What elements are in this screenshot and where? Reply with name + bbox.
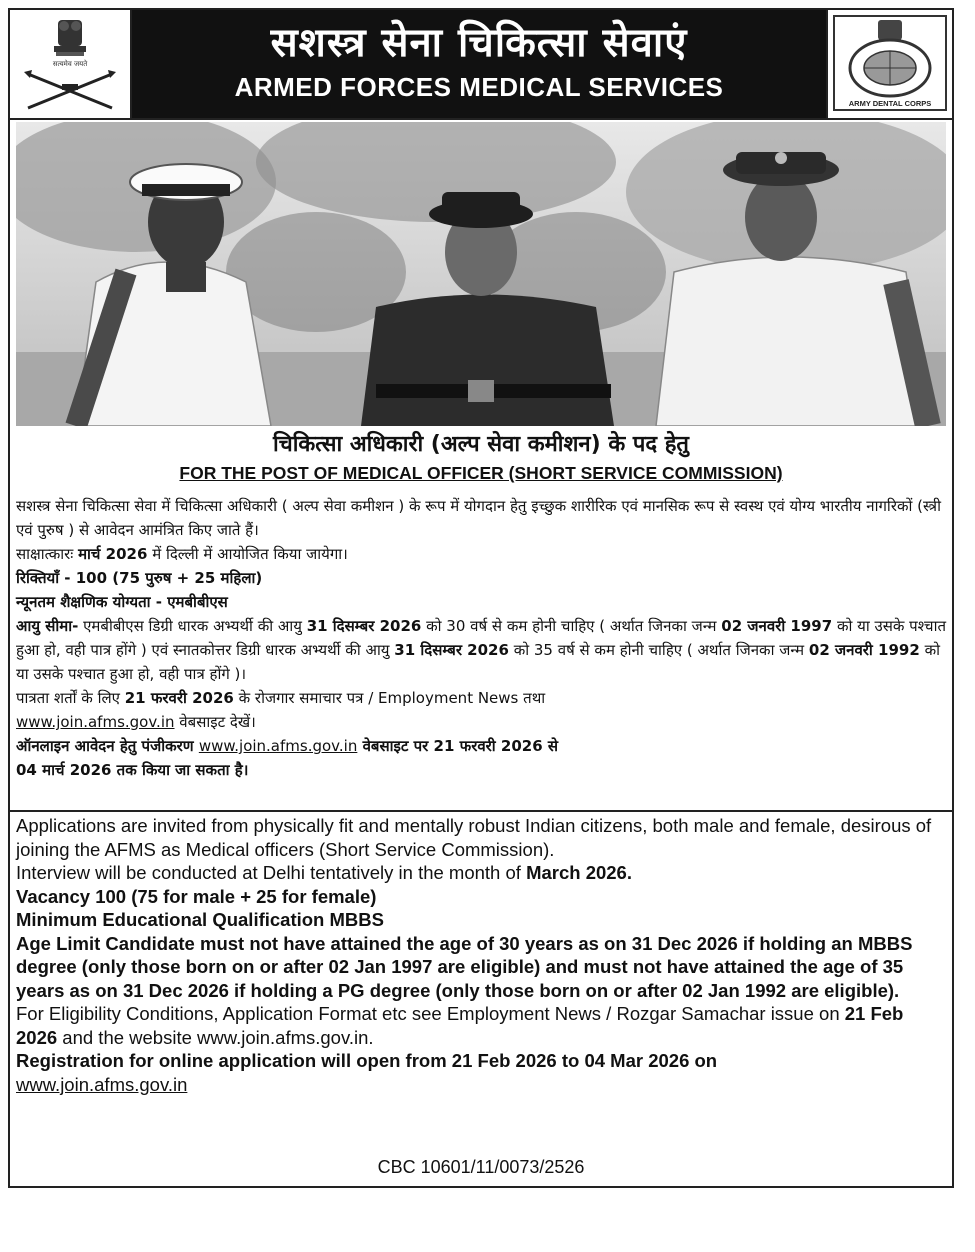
english-qualification: Minimum Educational Qualification MBBS	[16, 909, 384, 930]
hindi-intro: सशस्त्र सेना चिकित्सा सेवा में चिकित्सा अधिकारी ( अल्प सेवा कमीशन ) के रूप में योगदान हेतु इच्छुक शारीरिक एवं मानसिक रूप से स्वस्थ एवं योग्य भारतीय नागरिकों (स्त्री एवं पुरुष ) से आवेदन आमंत्रित किए जाते हैं।	[16, 497, 941, 539]
hindi-vacancy: रिक्तियाँ - 100 (75 पुरुष + 25 महिला)	[16, 569, 263, 587]
english-intro: Applications are invited from physically fit and mentally robust Indian citizens, both male and female, desirous of joining the AFMS as Medical officers (Short Service Commission).	[16, 815, 932, 860]
crest-icon	[878, 20, 902, 40]
english-vacancy: Vacancy 100 (75 for male + 25 for female)	[16, 885, 377, 907]
advertisement	[8, 8, 954, 1188]
national-emblem	[10, 10, 132, 118]
post-heading-hindi: चिकित्सा अधिकारी (अल्प सेवा कमीशन) के पद हेतु	[273, 432, 689, 457]
emblem-crossed-swords-icon	[10, 10, 130, 116]
section-divider	[10, 810, 952, 812]
cbc-code: CBC 10601/11/0073/2526	[377, 1157, 585, 1177]
registration-link-hindi[interactable]: www.join.afms.gov.in	[198, 737, 358, 755]
title-english: ARMED FORCES MEDICAL SERVICES	[234, 72, 724, 102]
hindi-qualification: न्यूनतम शैक्षणिक योग्यता - एमबीबीएस	[16, 593, 228, 611]
hindi-age-limit: आयु सीमा- एमबीबीएस डिग्री धारक अभ्यर्थी की आयु 31 दिसम्बर 2026 को 30 वर्ष से कम होनी चाहिए ( अर्थात जिनका जन्म 02 जनवरी 1997 को या उसके पश्चात हुआ हो, वही पात्र होंगे ) एवं स्नातकोत्तर डिग्री धारक अभ्यर्थी की आयु 31 दिसम्बर 2026 को 35 वर्ष से कम होनी चाहिए ( अर्थात जिनका जन्म 02 जनवरी 1992 को या उसके पश्चात हुआ हो, वही पात्र होंगे )।	[16, 617, 946, 683]
emblem-caption: सत्यमेव जयते	[52, 60, 88, 68]
registration-link[interactable]: www.join.afms.gov.in	[16, 1073, 188, 1095]
header-divider	[10, 118, 952, 120]
english-age-limit: Age Limit Candidate must not have attained the age of 30 years as on 31 Dec 2026 if holding an MBBS degree (only those born on or after 02 Jan 1997 are eligible) and must not have attained the age of 35 years as on 31 Dec 2026 if holding a PG degree (only those born on or after 02 Jan 1992 are eligible).	[16, 932, 913, 1001]
hindi-registration: ऑनलाइन आवेदन हेतु पंजीकरण www.join.afms.gov.in वेबसाइट पर 21 फरवरी 2026 से	[16, 737, 559, 755]
hindi-registration-end: 04 मार्च 2026 तक किया जा सकता है।	[16, 761, 249, 779]
hindi-section	[16, 494, 948, 782]
website-link[interactable]: www.join.afms.gov.in	[16, 713, 175, 731]
badge-caption: ARMY DENTAL CORPS	[848, 99, 932, 108]
officers-photo	[16, 122, 946, 426]
header	[10, 10, 952, 118]
title-hindi: सशस्त्र सेना चिकित्सा सेवाएं	[270, 20, 688, 66]
hindi-interview: साक्षात्कारः मार्च 2026 में दिल्ली में आयोजित किया जायेगा।	[16, 545, 348, 563]
english-registration-url	[16, 1073, 948, 1097]
english-interview: Interview will be conducted at Delhi tentatively in the month of March 2026.	[16, 862, 632, 883]
title-banner	[132, 10, 826, 118]
english-registration: Registration for online application will open from 21 Feb 2026 to 04 Mar 2026 on	[16, 1050, 718, 1071]
post-heading-english: FOR THE POST OF MEDICAL OFFICER (SHORT SERVICE COMMISSION)	[179, 463, 783, 483]
english-eligibility: For Eligibility Conditions, Application Format etc see Employment News / Rozgar Samachar issue on 21 Feb 2026 and the website www.join.afms.gov.in.	[16, 1003, 904, 1048]
hindi-eligibility: पात्रता शर्तों के लिए 21 फरवरी 2026 के रोजगार समाचार पत्र / Employment News तथा	[16, 689, 546, 707]
english-section	[16, 814, 948, 1096]
hindi-website: www.join.afms.gov.in वेबसाइट देखें।	[16, 713, 256, 731]
army-dental-corps-badge	[826, 10, 952, 118]
